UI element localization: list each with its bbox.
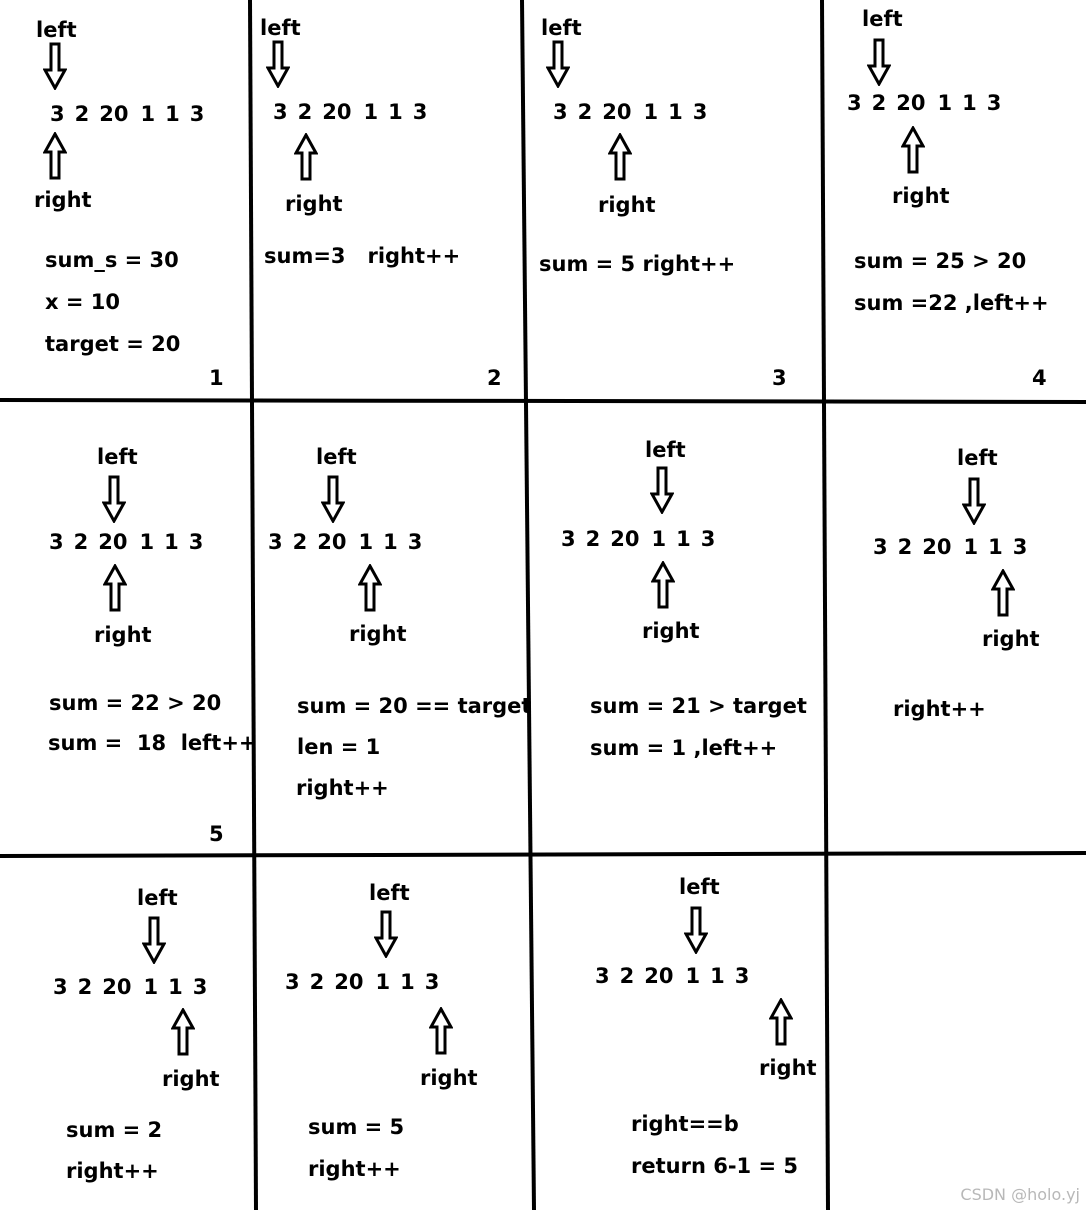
array-value: 20 (922, 535, 952, 559)
left-pointer-label: left (862, 7, 903, 31)
left-arrow-icon (684, 906, 708, 954)
right-arrow-icon (43, 132, 67, 180)
right-arrow-icon (294, 133, 318, 181)
left-arrow-icon (546, 40, 570, 88)
left-arrow-icon (142, 916, 166, 964)
array-value: 3 (424, 970, 440, 994)
array-value: 3 (189, 102, 205, 126)
right-arrow-icon (171, 1008, 195, 1056)
array-value: 1 (139, 530, 155, 554)
array-value: 20 (98, 530, 128, 554)
array-value: 2 (73, 530, 89, 554)
array-value: 1 (363, 100, 379, 124)
array-value: 1 (358, 530, 374, 554)
left-pointer-label: left (957, 446, 998, 470)
right-pointer-label: right (892, 184, 950, 208)
panel-number: 1 (209, 366, 224, 390)
array-value: 1 (388, 100, 403, 124)
right-arrow-icon (358, 564, 382, 612)
grid-line-1 (250, 0, 256, 1210)
grid-line-2 (522, 0, 534, 1210)
array-value: 3 (53, 975, 68, 999)
step-note: sum = 18 left++ (48, 731, 257, 755)
right-pointer-label: right (162, 1067, 220, 1091)
left-arrow-icon (962, 477, 986, 525)
array-value: 1 (383, 530, 398, 554)
left-arrow-icon (374, 910, 398, 958)
left-arrow-icon (650, 466, 674, 514)
step-note: sum = 21 > target (590, 694, 807, 718)
array-value: 3 (188, 530, 204, 554)
left-pointer-label: left (679, 875, 720, 899)
array-value: 3 (561, 527, 576, 551)
array-value: 1 (710, 964, 725, 988)
array-value: 1 (685, 964, 701, 988)
grid-line-3 (822, 0, 828, 1210)
array-value: 2 (309, 970, 325, 994)
array-value: 1 (375, 970, 391, 994)
array-value: 2 (577, 100, 593, 124)
right-pointer-label: right (94, 623, 152, 647)
array-value: 20 (610, 527, 640, 551)
array-value: 3 (407, 530, 423, 554)
panel-number: 3 (772, 366, 787, 390)
step-note: right++ (66, 1159, 159, 1183)
step-note: x = 10 (45, 290, 120, 314)
left-pointer-label: left (137, 886, 178, 910)
array-value: 20 (322, 100, 352, 124)
array-value: 3 (50, 102, 65, 126)
left-pointer-label: left (369, 881, 410, 905)
step-note: return 6-1 = 5 (631, 1154, 798, 1178)
left-pointer-label: left (97, 445, 138, 469)
array-value: 2 (871, 91, 887, 115)
array-value: 2 (897, 535, 913, 559)
array-value: 1 (988, 535, 1003, 559)
right-pointer-label: right (598, 193, 656, 217)
left-arrow-icon (102, 475, 126, 523)
array-value: 3 (273, 100, 288, 124)
right-arrow-icon (429, 1007, 453, 1055)
array-value: 2 (74, 102, 90, 126)
right-pointer-label: right (285, 192, 343, 216)
array-value: 2 (619, 964, 635, 988)
grid-line-4 (0, 400, 1086, 402)
array-value: 20 (102, 975, 132, 999)
left-arrow-icon (321, 475, 345, 523)
step-note: sum = 25 > 20 (854, 249, 1027, 273)
step-note: right++ (296, 776, 389, 800)
left-pointer-label: left (645, 438, 686, 462)
array-value: 1 (676, 527, 691, 551)
array-value: 20 (99, 102, 129, 126)
right-arrow-icon (103, 564, 127, 612)
array-value: 3 (847, 91, 862, 115)
step-note: sum = 22 > 20 (49, 691, 222, 715)
array-value: 20 (317, 530, 347, 554)
left-pointer-label: left (316, 445, 357, 469)
array-value: 20 (334, 970, 364, 994)
array-value: 2 (292, 530, 308, 554)
array-value: 1 (651, 527, 667, 551)
array-value: 20 (896, 91, 926, 115)
array-value: 3 (49, 530, 64, 554)
right-pointer-label: right (982, 627, 1040, 651)
step-note: sum =22 ,left++ (854, 291, 1049, 315)
panel-number: 5 (209, 822, 224, 846)
step-note: target = 20 (45, 332, 181, 356)
array-value: 3 (1012, 535, 1028, 559)
array-value: 3 (873, 535, 888, 559)
right-pointer-label: right (349, 622, 407, 646)
array-value: 1 (168, 975, 183, 999)
array-value: 20 (644, 964, 674, 988)
array-value: 1 (963, 535, 979, 559)
array-value: 1 (165, 102, 180, 126)
array-value: 1 (140, 102, 156, 126)
panel-number: 2 (487, 366, 502, 390)
right-arrow-icon (651, 561, 675, 609)
step-note: sum_s = 30 (45, 248, 179, 272)
grid-line-5 (0, 853, 1086, 856)
array-value: 3 (700, 527, 716, 551)
array-value: 3 (412, 100, 428, 124)
array-value: 1 (143, 975, 159, 999)
array-value: 20 (602, 100, 632, 124)
left-pointer-label: left (541, 16, 582, 40)
array-value: 3 (734, 964, 750, 988)
array-value: 2 (77, 975, 93, 999)
array-value: 3 (553, 100, 568, 124)
left-arrow-icon (867, 38, 891, 86)
array-value: 1 (962, 91, 977, 115)
step-note: sum = 20 == target (297, 694, 532, 718)
right-arrow-icon (901, 126, 925, 174)
array-value: 1 (937, 91, 953, 115)
step-note: right==b (631, 1112, 739, 1136)
array-value: 1 (643, 100, 659, 124)
right-arrow-icon (608, 133, 632, 181)
array-value: 3 (192, 975, 208, 999)
array-value: 3 (595, 964, 610, 988)
array-value: 1 (400, 970, 415, 994)
step-note: len = 1 (297, 735, 381, 759)
right-arrow-icon (769, 998, 793, 1046)
step-note: right++ (893, 697, 986, 721)
array-value: 1 (668, 100, 683, 124)
step-note: sum = 5 (308, 1115, 405, 1139)
left-pointer-label: left (36, 18, 77, 42)
array-value: 3 (986, 91, 1002, 115)
step-note: sum = 5 right++ (539, 252, 736, 276)
step-note: sum=3 right++ (264, 244, 461, 268)
step-note: sum = 2 (66, 1118, 163, 1142)
array-value: 3 (692, 100, 708, 124)
right-pointer-label: right (642, 619, 700, 643)
array-value: 1 (164, 530, 179, 554)
array-value: 2 (297, 100, 313, 124)
left-arrow-icon (43, 42, 67, 90)
left-arrow-icon (266, 40, 290, 88)
step-note: right++ (308, 1157, 401, 1181)
right-pointer-label: right (759, 1056, 817, 1080)
left-pointer-label: left (260, 16, 301, 40)
panel-number: 4 (1032, 366, 1047, 390)
right-pointer-label: right (34, 188, 92, 212)
array-value: 2 (585, 527, 601, 551)
step-note: sum = 1 ,left++ (590, 736, 778, 760)
watermark: CSDN @holo.yj (960, 1185, 1080, 1204)
right-pointer-label: right (420, 1066, 478, 1090)
array-value: 3 (268, 530, 283, 554)
array-value: 3 (285, 970, 300, 994)
right-arrow-icon (991, 569, 1015, 617)
